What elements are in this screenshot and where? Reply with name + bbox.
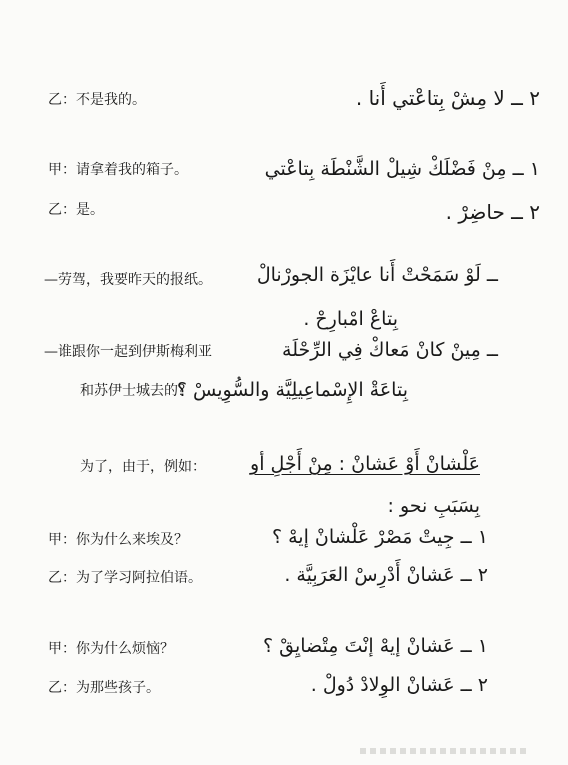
chinese-line: 甲：你为什么烦恼？ xyxy=(48,641,174,657)
chinese-line: —谁跟你一起到伊斯梅利亚 xyxy=(44,344,212,360)
arabic-line: ١ ــ مِنْ فَضْلَكْ شِيلْ الشَّنْطَة بِتاعْتي xyxy=(264,158,540,180)
chinese-line: 乙：不是我的。 xyxy=(48,92,146,108)
arabic-line: عَلْشانْ أَوْ عَشانْ : مِنْ أَجْلِ أو xyxy=(250,453,480,475)
arabic-line: ٢ ــ حاضِرْ . xyxy=(445,200,540,224)
chinese-line: 和苏伊士城去的？ xyxy=(80,383,192,399)
chinese-line: 为了，由于，例如： xyxy=(80,459,206,475)
arabic-line: بِتاعَةْ الإِسْماعِيلِيَّة والسُّوِيسْ ؟ xyxy=(176,379,408,401)
chinese-line: 乙：为那些孩子。 xyxy=(48,680,160,696)
arabic-line: ــ مِينْ كانْ مَعاكْ فِي الرِّحْلَة xyxy=(282,339,498,361)
arabic-line: ٢ ــ عَشانْ الوِلادْ دُولْ . xyxy=(310,674,488,696)
scan-artifact xyxy=(360,748,530,754)
arabic-line: بِتاعْ امْبارِحْ . xyxy=(303,308,398,330)
arabic-line: ١ ــ جِيتْ مَصْرْ عَلْشانْ إيهْ ؟ xyxy=(271,526,488,548)
chinese-line: —劳驾，我要昨天的报纸。 xyxy=(44,272,212,288)
arabic-line: ١ ــ عَشانْ إيهْ إنْتَ مِتْضايِقْ ؟ xyxy=(263,635,488,657)
arabic-line: ٢ ــ عَشانْ أَدْرِسْ العَرَبِيَّة . xyxy=(284,564,488,586)
chinese-line: 乙：是。 xyxy=(48,202,104,218)
arabic-line: ٢ ــ لا مِشْ بِتاعْتي أَنا . xyxy=(355,86,540,110)
arabic-line: ــ لَوْ سَمَحْتْ أَنا عايْزَة الجورْنالْ xyxy=(256,264,498,286)
chinese-line: 甲：你为什么来埃及？ xyxy=(48,532,188,548)
chinese-line: 乙：为了学习阿拉伯语。 xyxy=(48,570,202,586)
chinese-line: 甲：请拿着我的箱子。 xyxy=(48,162,188,178)
arabic-line: بِسَبَبِ نحو : xyxy=(387,495,480,517)
